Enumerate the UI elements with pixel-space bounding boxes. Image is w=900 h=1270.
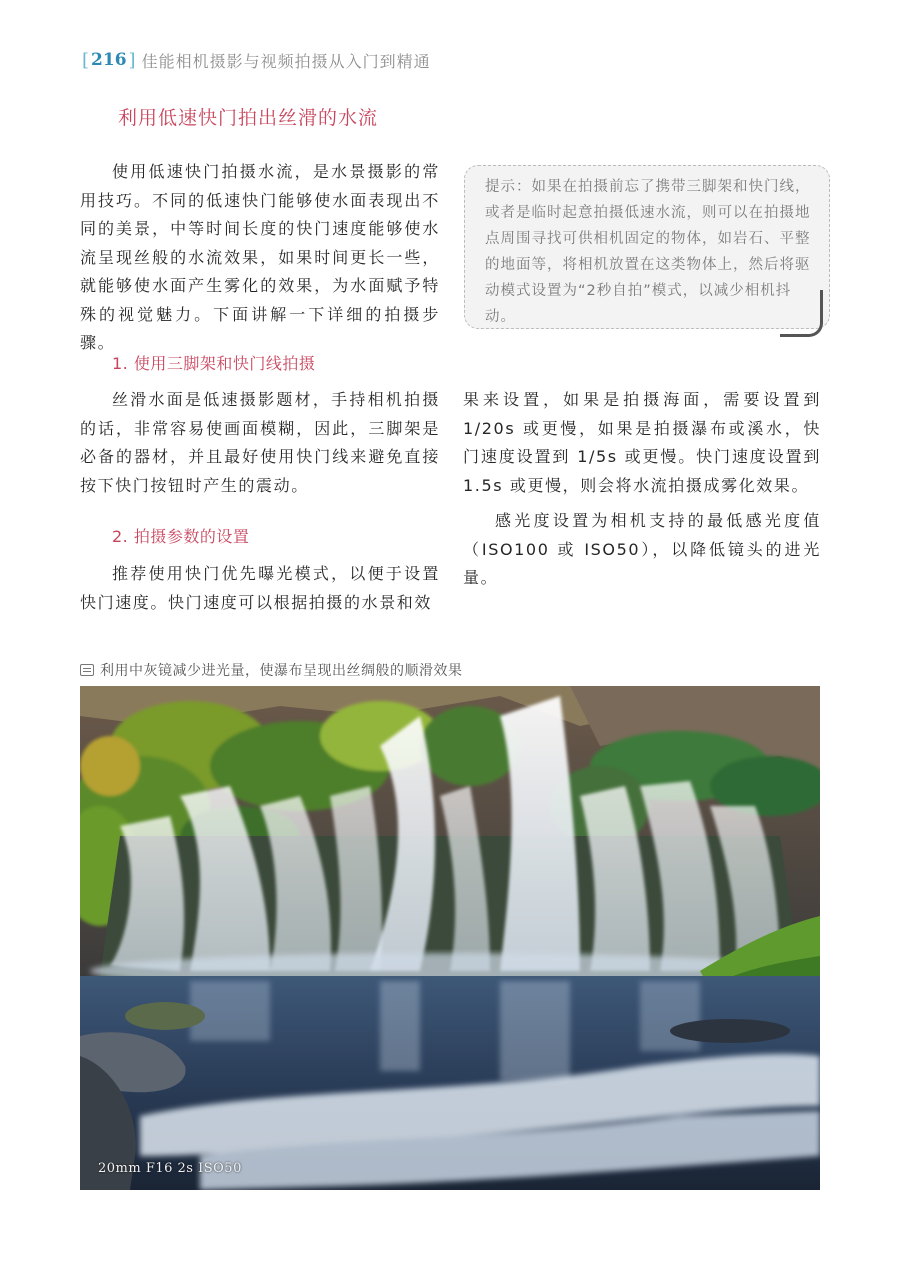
- intro-paragraph: 使用低速快门拍摄水流，是水景摄影的常用技巧。不同的低速快门能够使水面表现出不同的美景，中等时间长度的快门速度能够使水流呈现丝般的水流效果，如果时间更长一些，就能够使水面产生雾化的效果，为水面赋予特殊的视觉魅力。下面讲解一下详细的拍摄步骤。: [80, 162, 440, 352]
- figure-caption: [80, 660, 463, 680]
- bracket-left: [: [82, 49, 90, 71]
- figure-caption-text: 利用中灰镜减少进光量，使瀑布呈现出丝绸般的顺滑效果: [100, 663, 463, 679]
- caption-icon: [80, 664, 94, 676]
- page-number: 216: [91, 50, 127, 70]
- step-1-heading: 1. 使用三脚架和快门线拍摄: [112, 354, 316, 373]
- bracket-right: ]: [128, 49, 136, 71]
- tip-box-corner-decoration: [780, 290, 823, 337]
- section-title: 利用低速快门拍出丝滑的水流: [118, 107, 379, 129]
- continued-paragraph: 果来设置，如果是拍摄海面，需要设置到 1/20s 或更慢，如果是拍摄瀑布或溪水，快门速度设置到 1/5s 或更慢。快门速度设置到 1.5s 或更慢，则会将水流拍摄成雾化效果。: [463, 390, 821, 495]
- tip-text: 提示：如果在拍摄前忘了携带三脚架和快门线，或者是临时起意拍摄低速水流，则可以在拍摄地点周围寻找可供相机固定的物体，如岩石、平整的地面等，将相机放置在这类物体上，然后将驱动模式设置为“2秒自拍”模式，以减少相机抖动。: [485, 179, 811, 325]
- waterfall-photo: [80, 686, 820, 1190]
- exif-info: 20mm F16 2s ISO50: [98, 1161, 242, 1176]
- iso-paragraph: 感光度设置为相机支持的最低感光度值（ISO100 或 ISO50），以降低镜头的进光量。: [463, 511, 821, 587]
- running-header: [82, 48, 431, 72]
- tip-box: [464, 165, 830, 329]
- waterfall-illustration: [80, 686, 820, 1190]
- step-1-paragraph: 丝滑水面是低速摄影题材，手持相机拍摄的话，非常容易使画面模糊，因此，三脚架是必备的器材，并且最好使用快门线来避免直接按下快门按钮时产生的震动。: [80, 390, 440, 495]
- step-2-heading: 2. 拍摄参数的设置: [112, 527, 250, 546]
- book-title: 佳能相机摄影与视频拍摄从入门到精通: [141, 51, 431, 71]
- step-2-paragraph: 推荐使用快门优先曝光模式，以便于设置快门速度。快门速度可以根据拍摄的水景和效: [80, 564, 440, 612]
